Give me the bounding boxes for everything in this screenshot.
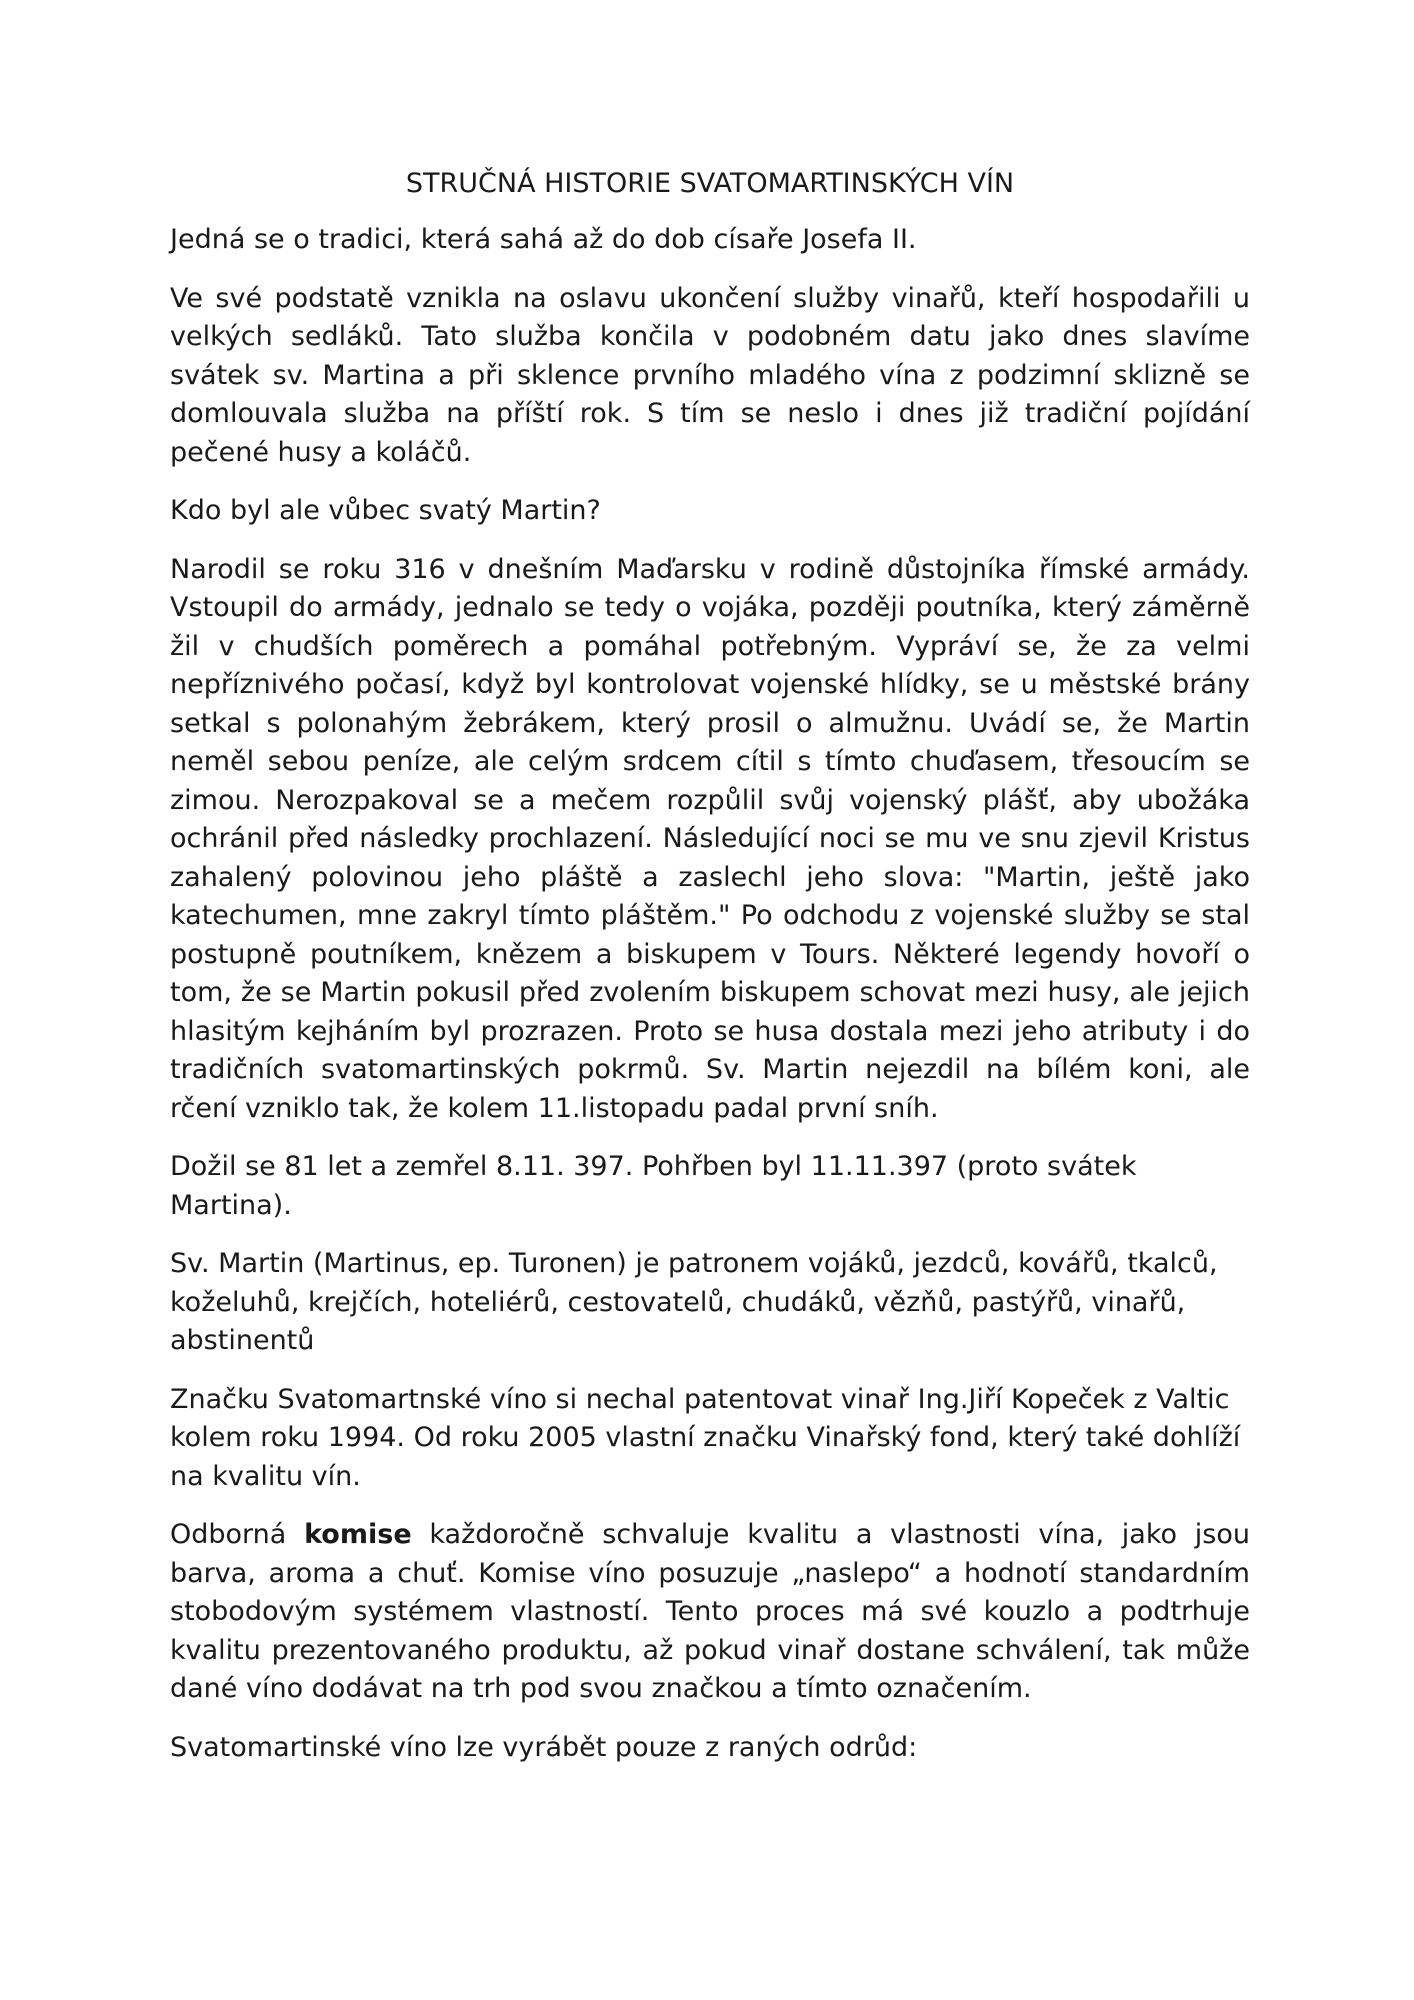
paragraph-life-story: Narodil se roku 316 v dnešním Maďarsku v rodině důstojníka římské armády. Vstoupil do armády, jednalo se tedy o vojáka, později poutníka, který záměrně žil v chudších poměrech a pomáhal potřebným. Vypráví se, že za velmi nepříznivého počasí, když byl kontrolovat vojenské hlídky, se u městské brány setkal s polonahým žebrákem, který prosil o almužnu. Uvádí se, že Martin neměl sebou peníze, ale celým srdcem cítil s tímto chuďasem, třesoucím se zimou. Nerozpakoval se a mečem rozpůlil svůj vojenský plášť, aby ubožáka ochránil před následky prochlazení. Následující noci se mu ve snu zjevil Kristus zahalený polovinou jeho pláště a zaslechl jeho slova: "Martin, ještě jako katechumen, mne zakryl tímto pláštěm." Po odchodu z vojenské služby se stal postupně poutníkem, knězem a biskupem v Tours. Některé legendy hovoří o tom, že se Martin pokusil před zvolením biskupem schovat mezi husy, ale jejich hlasitým kejháním byl prozrazen. Proto se husa dostala mezi jeho atributy i do tradičních svatomartinských pokrmů. Sv. Martin nejezdil na bílém koni, ale rčení vzniklo tak, že kolem 11.listopadu padal první sníh. [170,553,1250,1124]
commission-bold-word: komise [304,1519,412,1550]
commission-prefix: Odborná [170,1519,305,1550]
paragraph-trademark: Značku Svatomartnské víno si nechal patentovat vinař Ing.Jiří Kopeček z Valtic kolem roku 1994. Od roku 2005 vlastní značku Vinařský fond, který také dohlíží na kvalitu vín. [170,1383,1241,1492]
paragraph-death: Dožil se 81 let a zemřel 8.11. 397. Pohřben byl 11.11.397 (proto svátek Martina). [170,1151,1137,1221]
paragraph-patronage: Sv. Martin (Martinus, ep. Turonen) je patronem vojáků, jezdců, kovářů, tkalců, koželuhů, krejčích, hoteliérů, cestovatelů, chudáků, vězňů, pastýřů, vinařů, abstinentů [170,1248,1218,1356]
document-title: STRUČNÁ HISTORIE SVATOMARTINSKÝCH VÍN [405,168,1015,199]
paragraph-question: Kdo byl ale vůbec svatý Martin? [170,495,601,526]
paragraph-varieties: Svatomartinské víno lze vyrábět pouze z raných odrůd: [170,1731,918,1763]
commission-rest: každoročně schvaluje kvalitu a vlastnosti vína, jako jsou barva, aroma a chuť. Komise víno posuzuje „naslepo“ a hodnotí standardním stobodovým systémem vlastností. Tento proces má své kouzlo a podtrhuje kvalitu prezentovaného produktu, až pokud vinař dostane schválení, tak může dané víno dodávat na trh pod svou značkou a tímto označením. [170,1519,1250,1704]
paragraph-intro: Jedná se o tradici, která sahá až do dob císaře Josefa II. [170,224,917,255]
document-page [170,165,1250,1787]
paragraph-origin: Ve své podstatě vznikla na oslavu ukončení služby vinařů, kteří hospodařili u velkých sedláků. Tato služba končila v podobném datu jako dnes slavíme svátek sv. Martina a při sklence prvního mladého vína z podzimní sklizně se domlouvala služba na příští rok. S tím se neslo i dnes již tradiční pojídání pečené husy a koláčů. [170,282,1250,468]
paragraph-commission [170,1516,1250,1709]
